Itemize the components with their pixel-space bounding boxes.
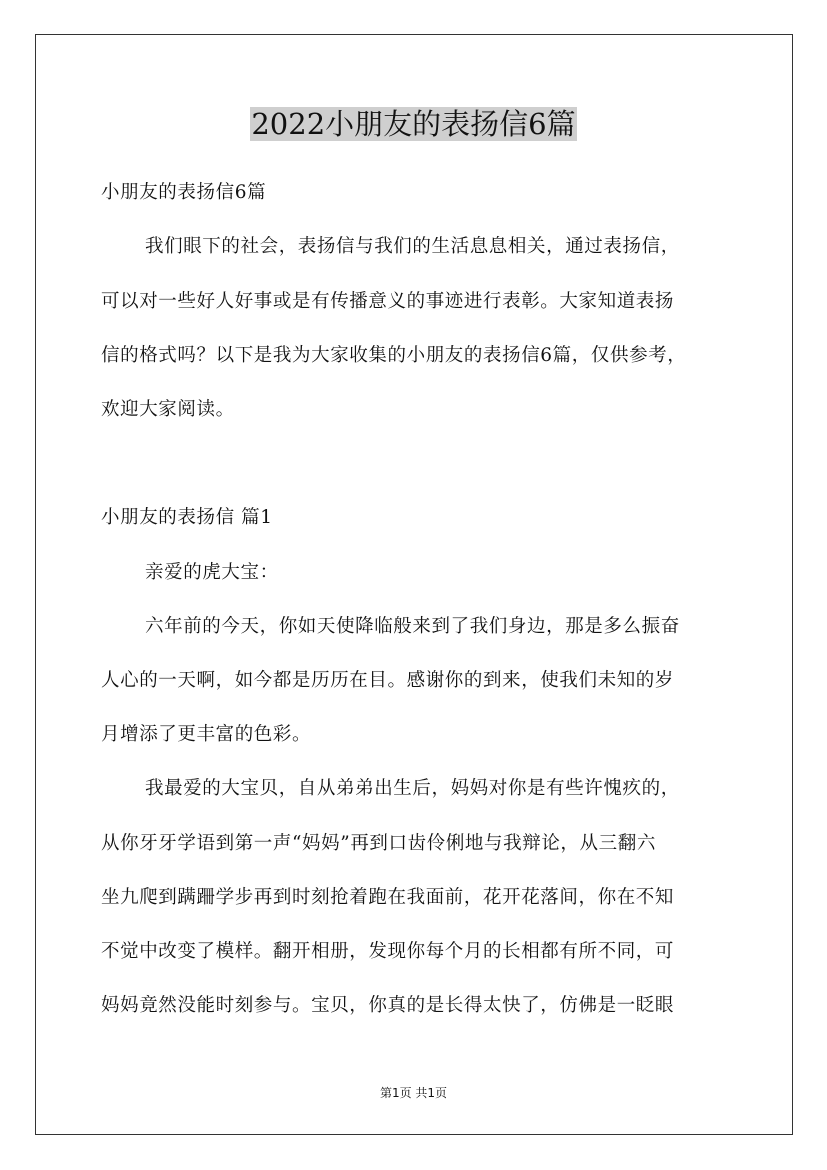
paragraph-line: 从你牙牙学语到第一声“妈妈”再到口齿伶俐地与我辩论，从三翻六 <box>101 833 656 854</box>
document-title-text: 2022小朋友的表扬信6篇 <box>251 107 576 141</box>
document-title <box>0 104 827 144</box>
intro-line: 可以对一些好人好事或是有传播意义的事迹进行表彰。大家知道表扬 <box>101 291 675 312</box>
intro-line: 我们眼下的社会，表扬信与我们的生活息息相关，通过表扬信， <box>145 236 680 257</box>
page-number-footer: 第1页 共1页 <box>379 1086 448 1100</box>
document-subtitle: 小朋友的表扬信6篇 <box>101 182 267 203</box>
paragraph-line: 人心的一天啊，如今都是历历在目。感谢你的到来，使我们未知的岁 <box>101 670 675 691</box>
paragraph-line: 月增添了更丰富的色彩。 <box>101 724 312 745</box>
intro-line: 欢迎大家阅读。 <box>101 399 235 420</box>
section-heading: 小朋友的表扬信 篇1 <box>101 507 273 528</box>
paragraph-line: 不觉中改变了模样。翻开相册，发现你每个月的长相都有所不同，可 <box>101 941 675 962</box>
paragraph-line: 妈妈竟然没能时刻参与。宝贝，你真的是长得太快了，仿佛是一眨眼 <box>101 995 675 1016</box>
intro-line: 信的格式吗？以下是我为大家收集的小朋友的表扬信6篇，仅供参考， <box>101 345 687 366</box>
greeting: 亲爱的虎大宝： <box>145 562 279 583</box>
paragraph-line: 坐九爬到蹒跚学步再到时刻抢着跑在我面前，花开花落间，你在不知 <box>101 887 675 908</box>
paragraph-line: 我最爱的大宝贝，自从弟弟出生后，妈妈对你是有些许愧疚的， <box>145 778 680 799</box>
paragraph-line: 六年前的今天，你如天使降临般来到了我们身边，那是多么振奋 <box>145 616 680 637</box>
